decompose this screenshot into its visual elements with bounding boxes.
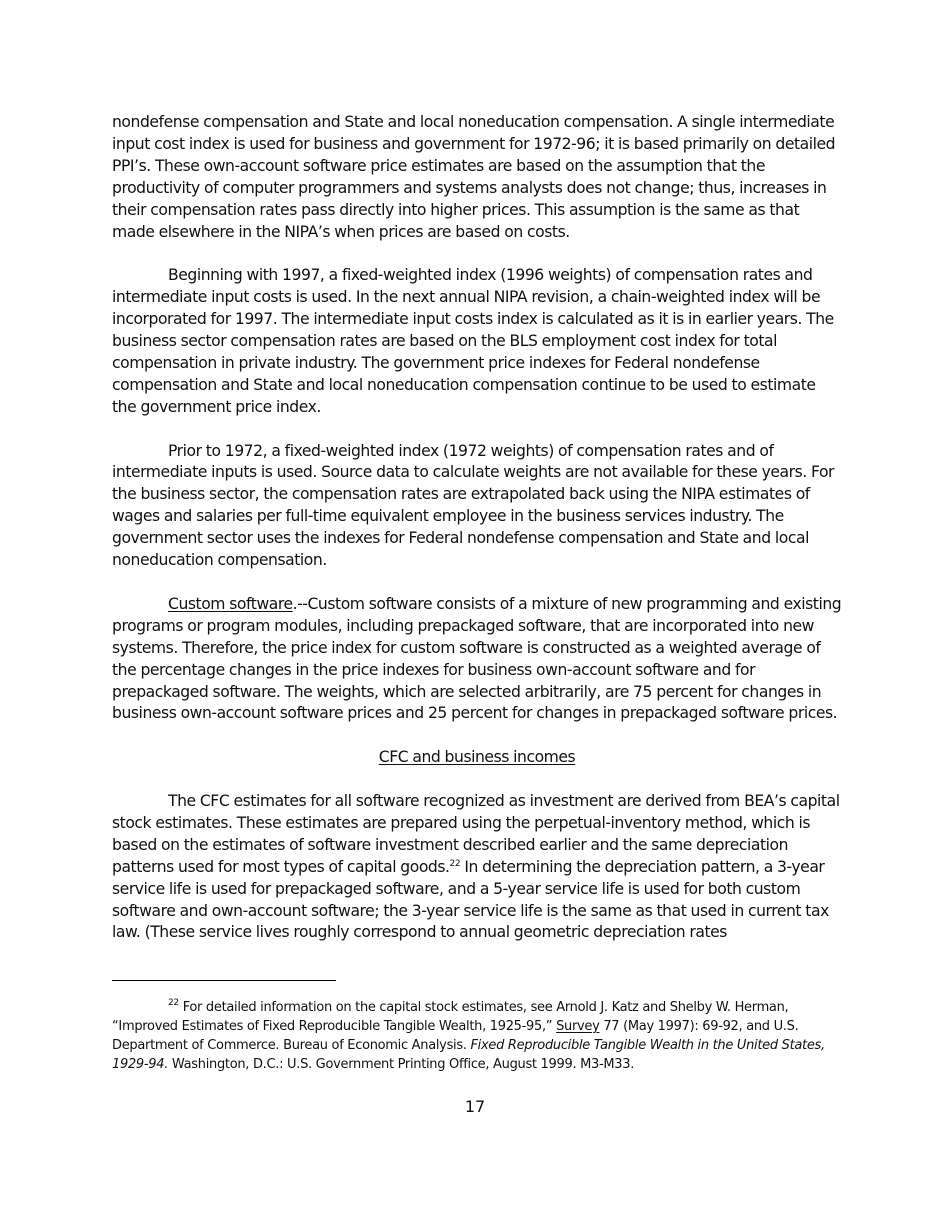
- footnote-paragraph: [112, 998, 842, 1074]
- footnote-reference: 22: [449, 858, 461, 869]
- footnote-separator: [112, 980, 336, 981]
- section-heading: [112, 747, 842, 769]
- footnote-title-italic: Fixed Reproducible Tangible Wealth in the United States, 1929-94.: [112, 1038, 825, 1072]
- section-heading-text: CFC and business incomes: [378, 748, 576, 767]
- body-text: [112, 112, 842, 944]
- footnote: [112, 998, 842, 1074]
- footnote-number: 22: [168, 998, 179, 1008]
- page-number: 17: [464, 1097, 486, 1116]
- paragraph-5-part-b: In determining the depreciation pattern, a 3-year service life is used for prepackaged software, and a 5-year service life is used for both custom software and own-account software; the 3-year service life is the same as that used in current tax law. (These service lives roughly correspond to annual geometric depreciation rates: [112, 857, 829, 942]
- footnote-text-c: Washington, D.C.: U.S. Government Printing Office, August 1999. M3-M33.: [168, 1057, 635, 1072]
- footnote-text-b: 77 (May 1997): 69-92, and U.S. Department of Commerce. Bureau of Economic Analysis.: [112, 1019, 799, 1053]
- paragraph-1: nondefense compensation and State and local noneducation compensation. A single intermediate input cost index is used for business and government for 1972-96; it is based primarily on detailed PPI’s. These own-account software price estimates are based on the assumption that the productivity of computer programmers and systems analysts does not change; thus, increases in their compensation rates pass directly into higher prices. This assumption is the same as that made elsewhere in the NIPA’s when prices are based on costs.: [112, 113, 836, 241]
- footnote-text-a: For detailed information on the capital stock estimates, see Arnold J. Katz and Shelby W. Herman, “Improved Estimates of Fixed Reproducible Tangible Wealth, 1925-95,”: [112, 1000, 789, 1034]
- paragraph-4: [112, 594, 842, 725]
- paragraph-3: Prior to 1972, a fixed-weighted index (1972 weights) of compensation rates and of intermediate inputs is used. Source data to calculate weights are not available for these years. For the business sector, the compensation rates are extrapolated back using the NIPA estimates of wages and salaries per full-time equivalent employee in the business services industry. The government sector uses the indexes for Federal nondefense compensation and State and local noneducation compensation.: [112, 441, 835, 570]
- paragraph-4-text: .--Custom software consists of a mixture of new programming and existing programs or program modules, including prepackaged software, that are incorporated into new systems. Therefore, the price index for custom software is constructed as a weighted average of the percentage changes in the price indexes for business own-account software and for prepackaged software. The weights, which are selected arbitrarily, are 75 percent for changes in business own-account software prices and 25 percent for changes in prepackaged software prices.: [112, 594, 842, 723]
- custom-software-heading: Custom software: [168, 594, 293, 613]
- paragraph-5: [112, 791, 842, 944]
- paragraph-5-part-a: The CFC estimates for all software recognized as investment are derived from BEA’s capital stock estimates. These estimates are prepared using the perpetual-inventory method, which is based on the estimates of software investment described earlier and the same depreciation patterns used for most types of capital goods.: [112, 792, 840, 876]
- paragraph-2: Beginning with 1997, a fixed-weighted index (1996 weights) of compensation rates and intermediate input costs is used. In the next annual NIPA revision, a chain-weighted index will be incorporated for 1997. The intermediate input costs index is calculated as it is in earlier years. The business sector compensation rates are based on the BLS employment cost index for total compensation in private industry. The government price indexes for Federal nondefense compensation and State and local noneducation compensation continue to be used to estimate the government price index.: [112, 266, 834, 416]
- footnote-survey: Survey: [556, 1019, 600, 1034]
